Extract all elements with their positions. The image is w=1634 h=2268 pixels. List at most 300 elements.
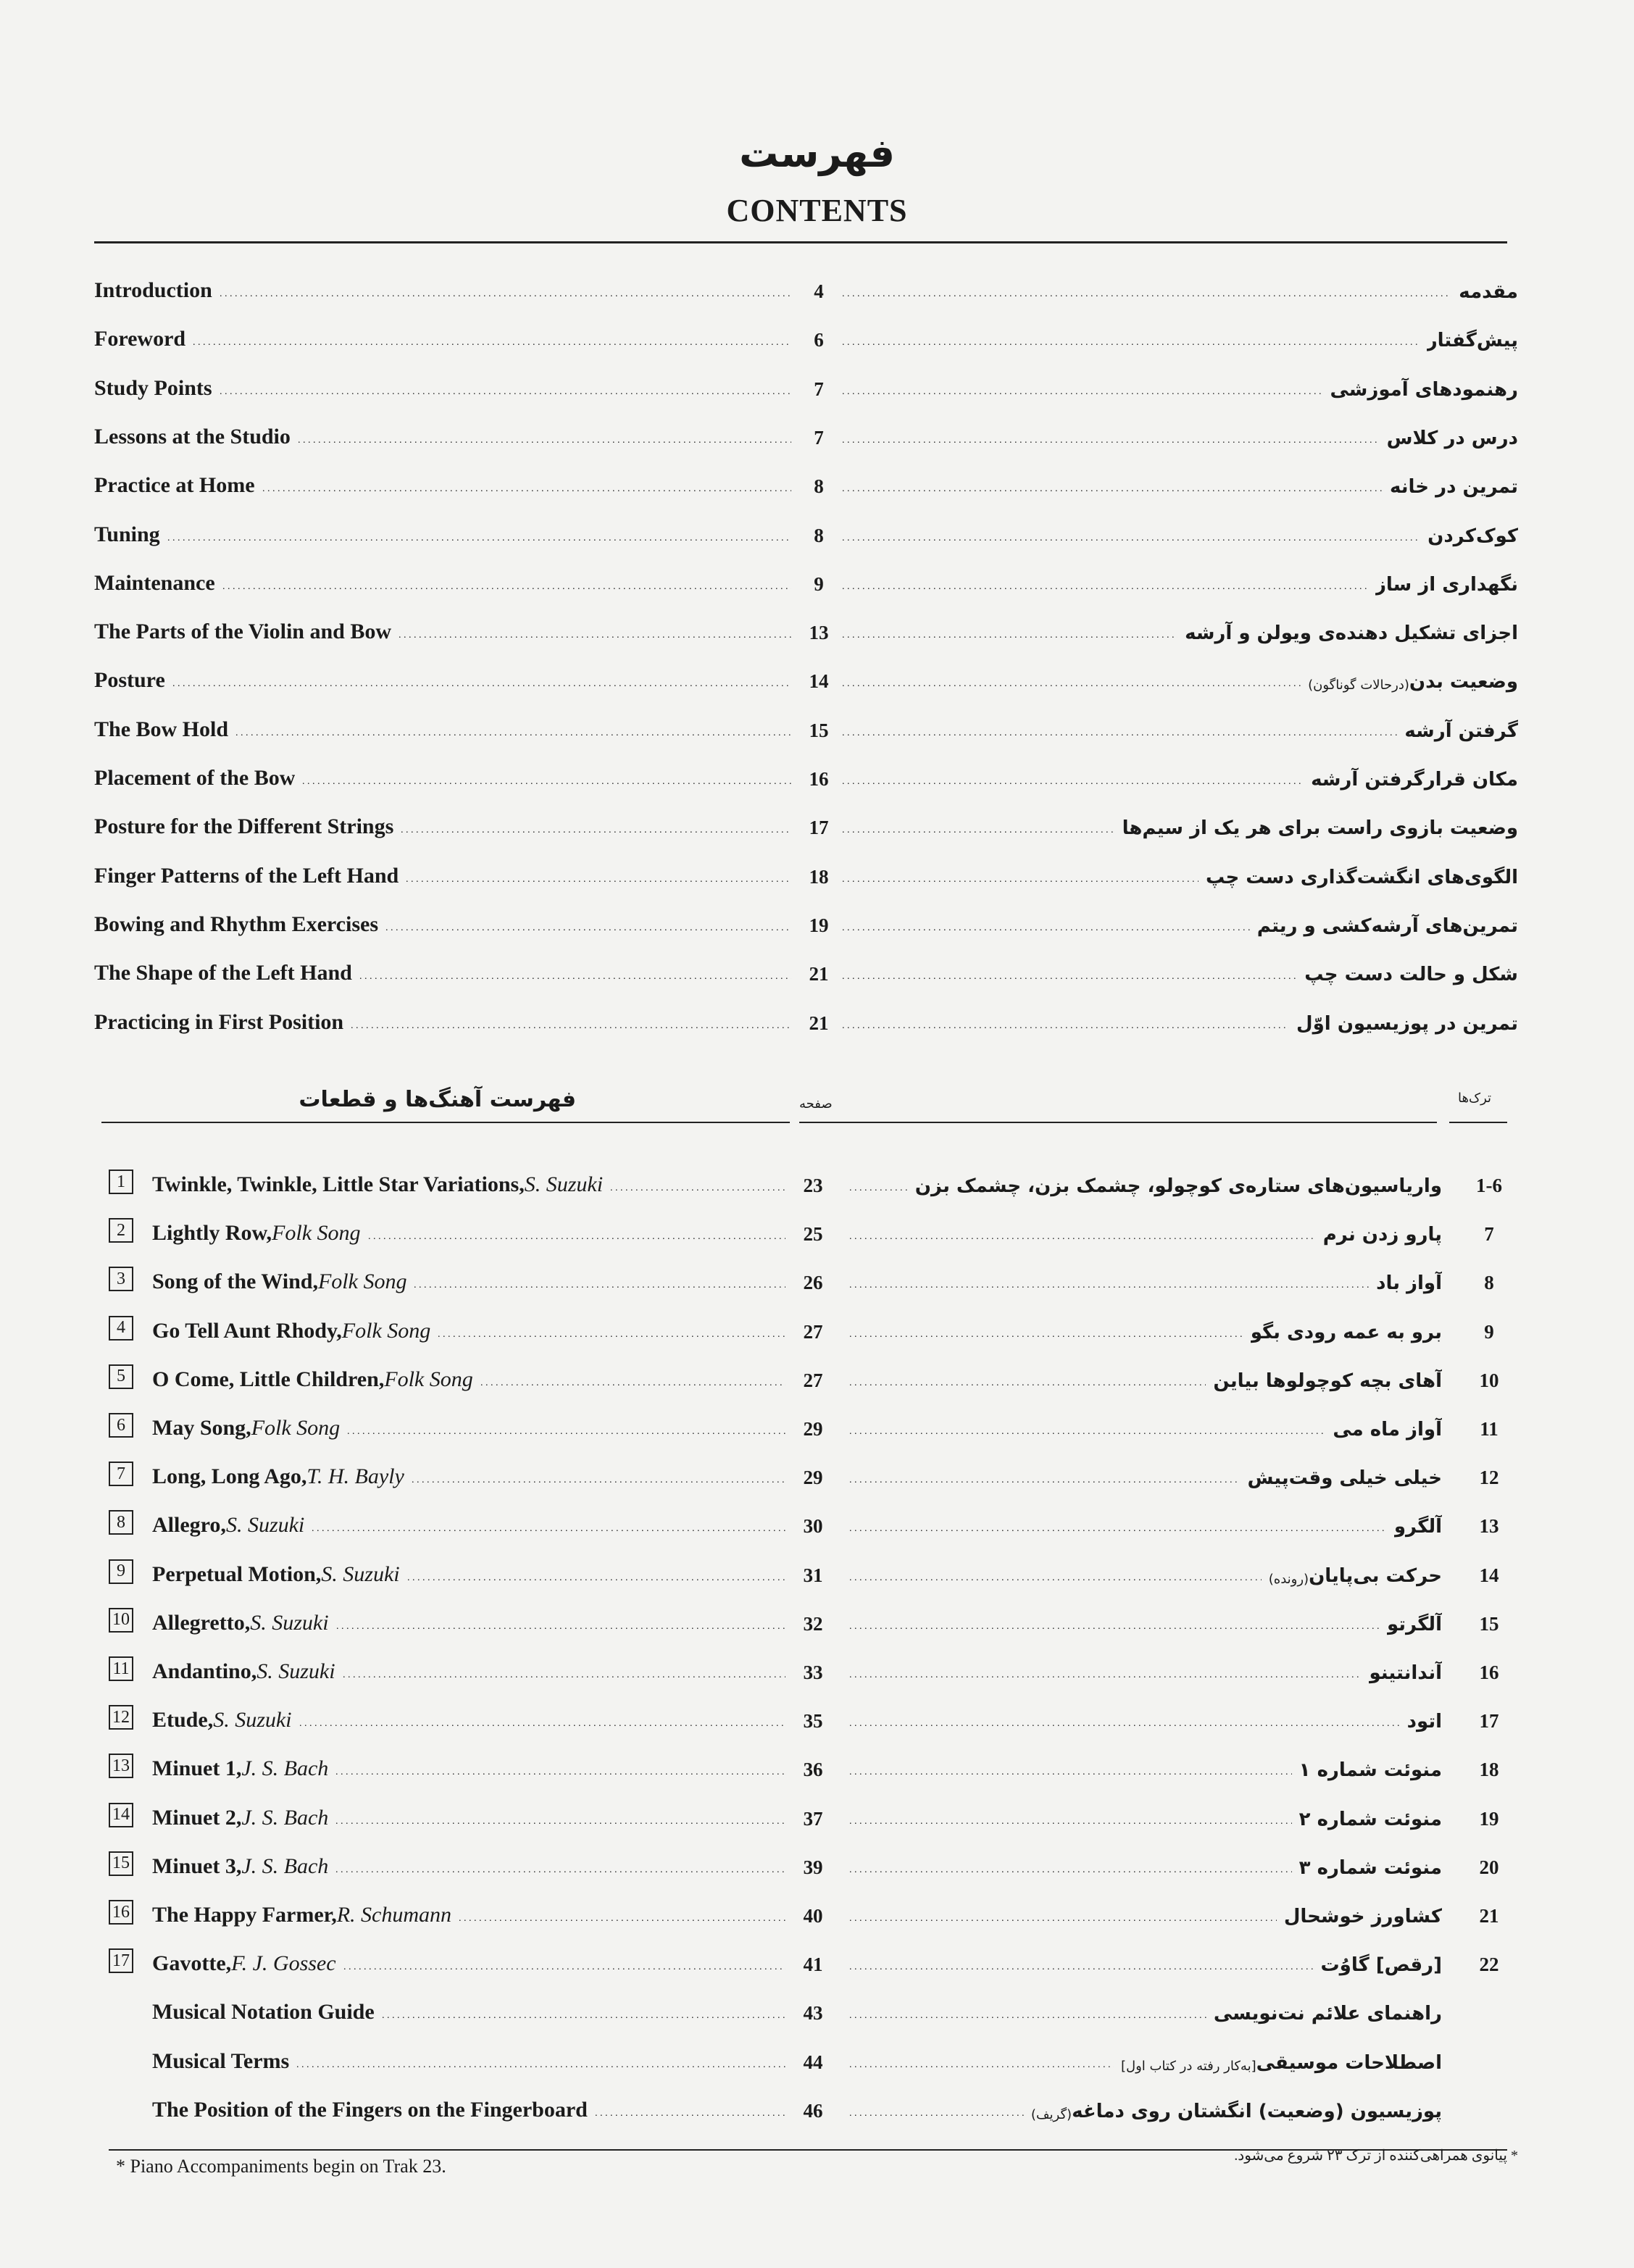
- contents-row: [0, 810, 1634, 839]
- song-composer: T. H. Bayly: [307, 1464, 404, 1489]
- leader-dots: [382, 1996, 785, 2025]
- contents-row: [0, 372, 1634, 401]
- song-title: [152, 1752, 328, 1781]
- contents-entry-persian-text: تمرین در خانه: [1390, 476, 1518, 499]
- leader-dots: [167, 518, 791, 547]
- song-title: [152, 1217, 361, 1246]
- song-title: [152, 1265, 407, 1294]
- leader-dots: [842, 615, 1177, 644]
- contents-entry-title: Finger Patterns of the Left Hand: [94, 863, 399, 888]
- leader-dots: [412, 1460, 785, 1489]
- song-page: 46: [803, 2099, 823, 2122]
- leader-dots: [595, 2093, 785, 2122]
- leader-dots: [335, 1850, 785, 1879]
- contents-entry-title: The Parts of the Violin and Bow: [94, 620, 392, 644]
- contents-entry-persian: [1185, 615, 1518, 644]
- song-page: 26: [803, 1272, 823, 1294]
- leader-dots: [220, 372, 791, 401]
- song-title-text: Allegro,: [152, 1513, 226, 1538]
- song-title-text: Long, Long Ago,: [152, 1464, 307, 1489]
- contents-row: [0, 518, 1634, 547]
- leader-dots: [849, 1265, 1369, 1294]
- song-title-persian-text: منوئت شماره ۱: [1299, 1759, 1442, 1782]
- song-number-box: 13: [109, 1754, 133, 1778]
- song-page: 32: [803, 1612, 823, 1635]
- song-title-persian: [1031, 2093, 1442, 2122]
- contents-entry-persian: [1308, 664, 1518, 693]
- leader-dots: [849, 1752, 1292, 1781]
- contents-entry-title: Tuning: [94, 522, 160, 546]
- contents-entry-title: Practice at Home: [94, 473, 255, 498]
- song-track-number: 8: [1484, 1272, 1494, 1294]
- song-title-persian-text: حرکت بی‌پایان: [1309, 1564, 1442, 1587]
- song-title-text: Allegretto,: [152, 1610, 251, 1635]
- leader-dots: [849, 1801, 1292, 1830]
- leader-dots: [459, 1898, 785, 1927]
- song-title-persian-note: [به‌کار رفته در کتاب اول]: [1120, 2058, 1256, 2074]
- song-track-number: 16: [1479, 1662, 1499, 1683]
- contents-entry-title: Placement of the Bow: [94, 766, 296, 790]
- song-title: [152, 1558, 400, 1587]
- contents-row: [0, 322, 1634, 351]
- song-number-box: 7: [109, 1462, 133, 1486]
- contents-entry-page: 16: [809, 768, 829, 790]
- song-track-number: 10: [1479, 1369, 1499, 1391]
- contents-entry-page: 21: [809, 963, 829, 985]
- song-title-persian-text: آلگرو: [1393, 1516, 1442, 1538]
- song-title: [152, 2045, 289, 2074]
- song-title: [152, 2093, 588, 2122]
- song-composer: J. S. Bach: [241, 1756, 329, 1781]
- contents-entry-persian-text: مکان قرارگرفتن آرشه: [1311, 769, 1518, 791]
- contents-entry-persian: [1304, 956, 1518, 985]
- song-title-persian-text: آواز ماه می: [1333, 1419, 1442, 1441]
- song-title-persian-text: منوئت شماره ۳: [1299, 1856, 1442, 1879]
- song-title-persian-text: [رقص] گاوُت: [1320, 1954, 1442, 1977]
- song-title: [152, 1996, 375, 2025]
- leader-dots: [351, 1006, 791, 1035]
- contents-entry-page: 6: [814, 329, 824, 351]
- song-number-box: 16: [109, 1900, 133, 1925]
- contents-entry-persian-text: نگهداری از ساز: [1375, 573, 1518, 596]
- song-title-persian-text: واریاسیون‌های ستاره‌ی کوچولو، چشمک بزن، چشمک بزن: [914, 1175, 1442, 1197]
- song-title: [152, 1314, 430, 1343]
- leader-dots: [842, 274, 1451, 303]
- song-composer: Folk Song: [272, 1221, 361, 1246]
- contents-row: [0, 615, 1634, 644]
- songs-header-rule-left: [101, 1122, 790, 1123]
- song-number-box: 14: [109, 1803, 133, 1827]
- leader-dots: [849, 2093, 1024, 2122]
- footnote-english: * Piano Accompaniments begin on Trak 23.: [116, 2156, 446, 2177]
- leader-dots: [406, 859, 791, 888]
- song-row: [0, 1412, 1634, 1441]
- contents-entry-page: 19: [809, 914, 829, 936]
- contents-entry-persian: [1427, 322, 1518, 351]
- leader-dots: [335, 1801, 785, 1830]
- leader-dots: [343, 1947, 785, 1976]
- song-page: 30: [803, 1515, 823, 1538]
- song-title-persian-text: خیلی خیلی وقت‌پیش: [1247, 1467, 1442, 1490]
- song-composer: J. S. Bach: [241, 1805, 329, 1830]
- song-row: [0, 1558, 1634, 1587]
- song-row: [0, 1168, 1634, 1197]
- leader-dots: [849, 1314, 1243, 1343]
- song-track-number: 14: [1479, 1564, 1499, 1586]
- leader-dots: [438, 1314, 785, 1343]
- tracks-header-rule: [1449, 1122, 1507, 1123]
- leader-dots: [407, 1558, 785, 1587]
- leader-dots: [842, 908, 1250, 937]
- contents-row: [0, 908, 1634, 937]
- leader-dots: [849, 1509, 1387, 1538]
- song-title-persian: [1269, 1558, 1442, 1587]
- song-title-text: Andantino,: [152, 1659, 257, 1683]
- song-composer: S. Suzuki: [321, 1562, 400, 1586]
- leader-dots: [172, 664, 791, 693]
- song-title-persian: [1299, 1801, 1442, 1830]
- song-row: [0, 1898, 1634, 1927]
- song-page: 35: [803, 1710, 823, 1733]
- song-title-persian: [1323, 1217, 1442, 1246]
- song-number-box: 3: [109, 1267, 133, 1291]
- leader-dots: [842, 810, 1115, 839]
- song-title-persian: [1248, 1460, 1442, 1489]
- contents-entry-persian-text: تمرین‌های آرشه‌کشی و ریتم: [1256, 914, 1518, 937]
- contents-row: [0, 420, 1634, 449]
- leader-dots: [414, 1265, 785, 1294]
- leader-dots: [302, 762, 791, 791]
- page-title: CONTENTS: [726, 193, 908, 228]
- song-track-number: 20: [1479, 1856, 1499, 1878]
- song-track-number: 17: [1479, 1710, 1499, 1733]
- leader-dots: [842, 859, 1199, 888]
- song-composer: S. Suzuki: [213, 1708, 292, 1733]
- contents-entry-persian-text: اجزای تشکیل دهنده‌ی ویولن و آرشه: [1185, 622, 1518, 645]
- contents-entry-title: Practicing in First Position: [94, 1009, 344, 1034]
- leader-dots: [849, 1850, 1292, 1879]
- leader-dots: [842, 518, 1420, 547]
- song-row: [0, 1704, 1634, 1733]
- leader-dots: [401, 810, 791, 839]
- song-title-persian-text: منوئت شماره ۲: [1299, 1808, 1442, 1830]
- song-row: [0, 1606, 1634, 1635]
- song-title-persian-note: (رونده): [1268, 1571, 1309, 1587]
- song-track-number: 18: [1479, 1759, 1499, 1781]
- song-title-persian: [1407, 1704, 1442, 1733]
- contents-row: [0, 274, 1634, 303]
- song-title-text: Song of the Wind,: [152, 1270, 318, 1294]
- song-number-box: 15: [109, 1851, 133, 1876]
- contents-entry-persian-text: وضعیت بدن: [1409, 671, 1518, 693]
- page-column-label: صفحه: [799, 1096, 833, 1112]
- song-track-number: 9: [1484, 1320, 1494, 1343]
- song-composer: S. Suzuki: [257, 1659, 335, 1683]
- contents-entry-persian-text: وضعیت بازوی راست برای هر یک از سیم‌ها: [1122, 817, 1518, 840]
- contents-entry-persian: [1375, 567, 1518, 596]
- song-page: 33: [803, 1662, 823, 1683]
- song-title-persian-text: پارو زدن نرم: [1322, 1224, 1442, 1246]
- song-title-persian: [1299, 1850, 1442, 1879]
- song-title-text: Musical Notation Guide: [152, 2000, 375, 2025]
- song-title-persian: [1376, 1265, 1442, 1294]
- leader-dots: [299, 1704, 785, 1733]
- leader-dots: [849, 1412, 1325, 1441]
- song-title-persian: [1321, 1947, 1442, 1976]
- contents-entry-page: 8: [814, 475, 824, 498]
- leader-dots: [399, 615, 791, 644]
- song-page: 27: [803, 1320, 823, 1343]
- leader-dots: [849, 1460, 1241, 1489]
- song-page: 39: [803, 1856, 823, 1878]
- song-track-number: 19: [1479, 1807, 1499, 1830]
- contents-entry-page: 4: [814, 280, 824, 302]
- contents-row: [0, 1006, 1634, 1035]
- song-title-persian: [1299, 1752, 1442, 1781]
- song-track-number: 11: [1480, 1418, 1498, 1440]
- song-title: [152, 1606, 329, 1635]
- song-page: 31: [803, 1564, 823, 1586]
- contents-entry-page: 8: [814, 524, 824, 546]
- contents-entry-title: Foreword: [94, 327, 186, 351]
- song-row: [0, 1217, 1634, 1246]
- contents-entry-page: 13: [809, 622, 829, 644]
- leader-dots: [842, 322, 1420, 351]
- song-row: [0, 1996, 1634, 2025]
- song-number-box: 4: [109, 1316, 133, 1341]
- song-title-persian-text: برو به عمه رودی بگو: [1250, 1321, 1442, 1343]
- song-composer: Folk Song: [341, 1318, 431, 1343]
- song-title-persian: [1387, 1606, 1442, 1635]
- leader-dots: [359, 956, 791, 985]
- contents-entry-persian: [1311, 762, 1518, 791]
- leader-dots: [842, 713, 1397, 742]
- contents-entry-page: 14: [809, 670, 829, 693]
- contents-entry-persian-note: (درحالات گوناگون): [1308, 678, 1409, 693]
- contents-entry-title: Maintenance: [94, 570, 215, 595]
- contents-entry-persian-text: الگوی‌های انگشت‌گذاری دست چپ: [1205, 866, 1518, 888]
- contents-entry-persian-text: درس در کلاس: [1386, 427, 1518, 449]
- song-title-text: Minuet 3,: [152, 1854, 242, 1878]
- song-title-text: Minuet 2,: [152, 1805, 242, 1830]
- contents-entry-persian: [1206, 859, 1518, 888]
- song-composer: S. Suzuki: [225, 1513, 305, 1538]
- leader-dots: [193, 322, 791, 351]
- leader-dots: [849, 1363, 1206, 1392]
- contents-entry-page: 9: [814, 572, 824, 595]
- contents-entry-page: 7: [814, 378, 824, 400]
- contents-row: [0, 664, 1634, 693]
- song-page: 23: [803, 1175, 823, 1196]
- contents-entry-persian-text: تمرین در پوزیسیون اوّل: [1296, 1012, 1518, 1035]
- leader-dots: [849, 2045, 1114, 2074]
- contents-row: [0, 956, 1634, 985]
- contents-row: [0, 469, 1634, 498]
- song-title-text: Lightly Row,: [152, 1221, 272, 1246]
- leader-dots: [842, 762, 1304, 791]
- song-number-box: 1: [109, 1170, 133, 1194]
- leader-dots: [849, 1558, 1262, 1587]
- leader-dots: [336, 1606, 785, 1635]
- song-page: 44: [803, 2051, 823, 2073]
- leader-dots: [849, 1168, 908, 1197]
- song-title-persian-text: کشاورز خوشحال: [1283, 1906, 1442, 1927]
- song-title-persian: [1369, 1655, 1442, 1684]
- song-row: [0, 1752, 1634, 1781]
- song-composer: Folk Song: [384, 1367, 473, 1391]
- song-title-text: Etude,: [152, 1708, 214, 1733]
- song-number-box: 6: [109, 1413, 133, 1438]
- song-title: [152, 1509, 304, 1538]
- song-title-text: Minuet 1,: [152, 1756, 242, 1781]
- song-composer: S. Suzuki: [250, 1610, 329, 1635]
- song-track-number: 22: [1479, 1954, 1499, 1976]
- contents-entry-persian-text: کوک‌کردن: [1427, 525, 1518, 547]
- song-title-text: Musical Terms: [152, 2048, 290, 2073]
- contents-entry-persian: [1257, 908, 1518, 937]
- song-track-number: 7: [1484, 1223, 1494, 1246]
- song-row: [0, 1509, 1634, 1538]
- song-title-text: The Position of the Fingers on the Fingerboard: [152, 2097, 588, 2122]
- song-title-persian: [1213, 1363, 1442, 1392]
- contents-entry-persian-text: مقدمه: [1459, 281, 1518, 303]
- leader-dots: [849, 1655, 1362, 1684]
- contents-entry-persian-text: پیش‌گفتار: [1426, 330, 1518, 352]
- contents-entry-title: The Shape of the Left Hand: [94, 961, 352, 985]
- contents-row: [0, 762, 1634, 791]
- leader-dots: [385, 908, 791, 937]
- song-title-persian: [1333, 1412, 1442, 1441]
- song-number-box: 8: [109, 1510, 133, 1535]
- song-page: 41: [803, 1954, 823, 1976]
- song-row: [0, 1363, 1634, 1392]
- song-number-box: 2: [109, 1218, 133, 1243]
- song-title: [152, 1850, 328, 1879]
- song-title-text: Twinkle, Twinkle, Little Star Variations,: [152, 1172, 525, 1196]
- song-composer: R. Schumann: [336, 1903, 452, 1927]
- leader-dots: [849, 1606, 1380, 1635]
- footnote-persian: * پیانو‌ی همراهی‌کننده از ترک ۲۳ شروع می‌شود.: [1234, 2148, 1518, 2164]
- song-track-number: 15: [1479, 1612, 1499, 1635]
- song-number-box: 5: [109, 1364, 133, 1389]
- song-title-persian: [915, 1168, 1442, 1197]
- contents-entry-persian: [1330, 372, 1518, 401]
- song-title: [152, 1704, 292, 1733]
- song-row: [0, 1265, 1634, 1294]
- contents-entry-persian: [1459, 274, 1518, 303]
- song-row: [0, 2045, 1634, 2074]
- contents-entry-persian: [1427, 518, 1518, 547]
- songs-section-title: فهرست آهنگ‌ها و قطعات: [299, 1087, 576, 1112]
- leader-dots: [222, 567, 791, 596]
- song-title-text: The Happy Farmer,: [152, 1903, 337, 1927]
- song-title: [152, 1363, 473, 1392]
- leader-dots: [298, 420, 791, 449]
- song-title: [152, 1801, 328, 1830]
- song-row: [0, 1947, 1634, 1976]
- song-title: [152, 1460, 404, 1489]
- contents-entry-persian: [1404, 713, 1518, 742]
- song-title-persian: [1214, 1996, 1442, 2025]
- song-page: 27: [803, 1369, 823, 1391]
- leader-dots: [842, 1006, 1289, 1035]
- tracks-column-label: ترک‌ها: [1458, 1091, 1492, 1106]
- page-title-persian: فهرست: [739, 130, 895, 176]
- song-title-text: May Song,: [152, 1416, 251, 1440]
- song-title-persian-text: اصطلاحات موسیقی: [1256, 2051, 1442, 2074]
- song-page: 40: [803, 1905, 823, 1927]
- song-number-box: 11: [109, 1656, 133, 1681]
- song-row: [0, 1314, 1634, 1343]
- leader-dots: [849, 1704, 1400, 1733]
- contents-entry-title: Bowing and Rhythm Exercises: [94, 912, 378, 936]
- song-track-number: 1-6: [1476, 1175, 1502, 1196]
- song-page: 25: [803, 1223, 823, 1246]
- song-number-box: 10: [109, 1608, 133, 1633]
- song-track-number: 12: [1479, 1467, 1499, 1489]
- song-title-persian-text: آواز باد: [1376, 1272, 1442, 1295]
- song-title-text: O Come, Little Children,: [152, 1367, 385, 1391]
- song-page: 29: [803, 1467, 823, 1489]
- song-track-number: 13: [1479, 1515, 1499, 1538]
- song-title-persian: [1394, 1509, 1442, 1538]
- song-title-text: Go Tell Aunt Rhody,: [152, 1318, 342, 1343]
- contents-entry-persian: [1390, 469, 1518, 498]
- leader-dots: [849, 1898, 1277, 1927]
- song-title-persian-text: آندانتینو: [1369, 1662, 1442, 1684]
- contents-entry-page: 18: [809, 865, 829, 888]
- song-row: [0, 1655, 1634, 1684]
- contents-row: [0, 713, 1634, 742]
- contents-row: [0, 859, 1634, 888]
- leader-dots: [347, 1412, 785, 1441]
- contents-entry-title: Study Points: [94, 375, 212, 400]
- song-title-persian-note: (گریف): [1030, 2106, 1072, 2122]
- leader-dots: [296, 2045, 785, 2074]
- song-row: [0, 1801, 1634, 1830]
- contents-entry-title: Introduction: [94, 278, 212, 302]
- song-number-box: 9: [109, 1559, 133, 1584]
- contents-entry-persian-text: گرفتن آرشه: [1404, 720, 1518, 742]
- contents-entry-title: The Bow Hold: [94, 717, 229, 741]
- leader-dots: [842, 420, 1380, 449]
- song-title-persian-text: آلگرتو: [1386, 1613, 1442, 1635]
- song-title-persian: [1284, 1898, 1442, 1927]
- song-composer: Folk Song: [251, 1416, 341, 1440]
- leader-dots: [480, 1363, 785, 1392]
- song-title-persian: [1251, 1314, 1442, 1343]
- leader-dots: [849, 1217, 1316, 1246]
- leader-dots: [842, 469, 1383, 498]
- song-row: [0, 1850, 1634, 1879]
- song-title: [152, 1412, 340, 1441]
- song-number-box: 12: [109, 1705, 133, 1730]
- song-title: [152, 1168, 603, 1197]
- song-composer: S. Suzuki: [524, 1172, 604, 1196]
- contents-entry-title: Lessons at the Studio: [94, 424, 291, 449]
- leader-dots: [842, 956, 1297, 985]
- song-composer: J. S. Bach: [241, 1854, 329, 1878]
- contents-entry-page: 17: [809, 817, 829, 839]
- title-divider: [94, 241, 1507, 243]
- contents-entry-persian: [1387, 420, 1518, 449]
- contents-entry-page: 15: [809, 719, 829, 741]
- leader-dots: [849, 1947, 1314, 1976]
- contents-entry-persian-text: شکل و حالت دست چپ: [1304, 964, 1518, 986]
- contents-entry-title: Posture for the Different Strings: [94, 814, 394, 839]
- leader-dots: [335, 1752, 785, 1781]
- song-page: 43: [803, 2002, 823, 2025]
